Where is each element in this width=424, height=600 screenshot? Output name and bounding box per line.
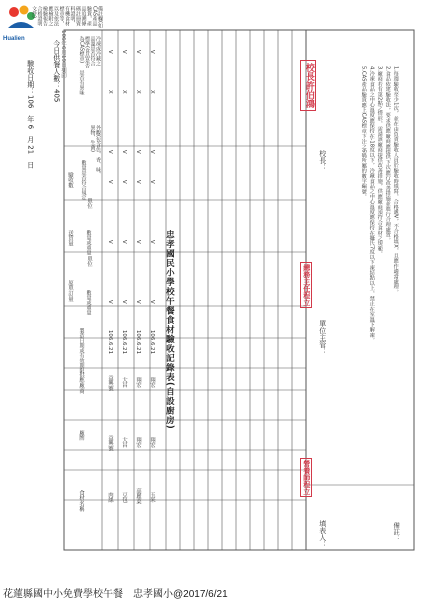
food-name: 玉米 bbox=[148, 492, 155, 503]
food-brand: 翔宏 bbox=[148, 437, 155, 448]
col-qty-group: 原單訂量 bbox=[66, 280, 73, 302]
food-supplier: 大昌 bbox=[120, 377, 127, 388]
cas-check: V bbox=[120, 50, 127, 54]
note-line: 1.每週驗收至少1次，並在由負責驗收人員於驗收時填寫，合格遞V，不合格填X，且應作適當處理。 bbox=[392, 66, 399, 295]
col-contamination: 是否有異味 bbox=[78, 70, 85, 95]
mfg-date: 106.6.21 bbox=[134, 330, 141, 355]
appearance-check: V bbox=[120, 150, 127, 154]
note-line: 3.廠商若有第2點之情形，需請該廠商提供改善措施，供應廠商須符合食材之規範。 bbox=[376, 66, 383, 257]
arr-check: V bbox=[148, 240, 155, 244]
food-name: 肉絲 bbox=[106, 492, 113, 503]
col-remark: 備註欄(如CAS產品驗貨，產品追溯條碼註冊資料證明、有機食材標章等，以及依法應檢附之檢驗報告合格證明文件) bbox=[31, 6, 103, 28]
food-brand: 大昌 bbox=[120, 437, 127, 448]
col-qty-unit: 單位 bbox=[85, 256, 92, 267]
food-brand: 翔宏 bbox=[134, 437, 141, 448]
col-qty-weight: 數量或重量 bbox=[85, 290, 92, 315]
qty-check: V bbox=[148, 300, 155, 304]
contamination-check: X bbox=[134, 90, 141, 94]
notes-title: 備註： bbox=[392, 522, 401, 542]
food-name: 豆包 bbox=[120, 492, 127, 503]
appearance-check: V bbox=[106, 150, 113, 154]
col-arr-unit: 單位 bbox=[85, 198, 92, 209]
appearance-check: V bbox=[148, 150, 155, 154]
col-appearance: 外觀(包含色、香、味、異物、生菌) bbox=[89, 125, 101, 177]
inspect-check: V bbox=[148, 180, 155, 184]
col-inspect-group: 驗收數 bbox=[66, 172, 73, 189]
inspect-check: V bbox=[106, 180, 113, 184]
qty-check: V bbox=[106, 300, 113, 304]
contamination-check: X bbox=[106, 90, 113, 94]
food-brand: 益興號 bbox=[106, 435, 113, 452]
qty-check: V bbox=[120, 300, 127, 304]
appearance-check: V bbox=[134, 150, 141, 154]
mfg-date: 106.6.21 bbox=[148, 330, 155, 355]
unit-manager-stamp: 總務主任程立 bbox=[300, 262, 312, 308]
arr-check: V bbox=[120, 240, 127, 244]
cas-check: V bbox=[148, 50, 155, 54]
arr-check: V bbox=[134, 240, 141, 244]
qty-check: V bbox=[134, 300, 141, 304]
col-mfg-date: 製造日期或有效期限 bbox=[78, 328, 85, 373]
note-line: 2.食品依建驗收法，要求供應廠商應提供下次應行改善措施並進行合理處置。 bbox=[384, 66, 391, 243]
meal-count-text: 今日供餐人數： bbox=[52, 40, 61, 89]
cas-check: V bbox=[134, 50, 141, 54]
food-supplier: 翔宏 bbox=[134, 377, 141, 388]
col-food-name: 食材名稱 bbox=[77, 490, 84, 512]
filler-label: 填表人： bbox=[318, 520, 327, 548]
cas-check: V bbox=[106, 50, 113, 54]
food-supplier: 翔宏 bbox=[148, 377, 155, 388]
col-cas: 冷凍或冷藏之品溫是否符合標準(食品是否為CAS標章) bbox=[78, 36, 101, 68]
col-arr-weight: 數量或重量 bbox=[85, 230, 92, 255]
unit-manager-label: 單位主管： bbox=[318, 320, 327, 355]
arr-check: V bbox=[106, 240, 113, 244]
meal-count-label bbox=[52, 40, 60, 102]
inspection-date: 驗收日期：106 年 6 月 21 日 bbox=[26, 60, 35, 169]
mfg-date: 106.6.21 bbox=[106, 330, 113, 355]
footer-caption: 花蓮縣國中小免費學校午餐 忠孝國小@2017/6/21 bbox=[3, 589, 228, 600]
mfg-date: 106.6.21 bbox=[120, 330, 127, 355]
note-line: 4.冷凍食品之中心溫度應保持在-18度以下，冷藏食品之中心溫度應保持在攝氏7度以下凍結點以上，禁止在室溫下解凍。 bbox=[368, 66, 375, 343]
print-date: 106年6月19日列印 bbox=[60, 30, 67, 79]
inspect-check: V bbox=[120, 180, 127, 184]
food-name: 高麗菜 bbox=[134, 488, 141, 505]
form-title: 忠孝國民小學校午餐食材驗收記錄表(自設廚房) bbox=[164, 230, 175, 430]
contamination-check: X bbox=[148, 90, 155, 94]
filler-stamp: 營養師程立 bbox=[300, 458, 312, 497]
col-arr-group: 送貨量 bbox=[66, 230, 73, 247]
contamination-check: X bbox=[120, 90, 127, 94]
note-line: 5.CAS產品驗貨應上CAS標章下注之6碼所屬的數字編號。 bbox=[360, 66, 367, 200]
meal-count-value: 405 bbox=[52, 89, 61, 103]
col-inspect-qty: 數量是否符合規定 bbox=[80, 160, 87, 200]
logo-text: Hualien bbox=[3, 36, 25, 42]
inspect-check: V bbox=[134, 180, 141, 184]
food-supplier: 益興號 bbox=[106, 375, 113, 392]
principal-label: 校長： bbox=[318, 150, 327, 171]
principal-stamp: 校長許伯鴻 bbox=[300, 60, 316, 111]
col-supplier: 供應廠商 bbox=[77, 372, 84, 394]
col-vendor: 廠牌 bbox=[77, 430, 84, 441]
